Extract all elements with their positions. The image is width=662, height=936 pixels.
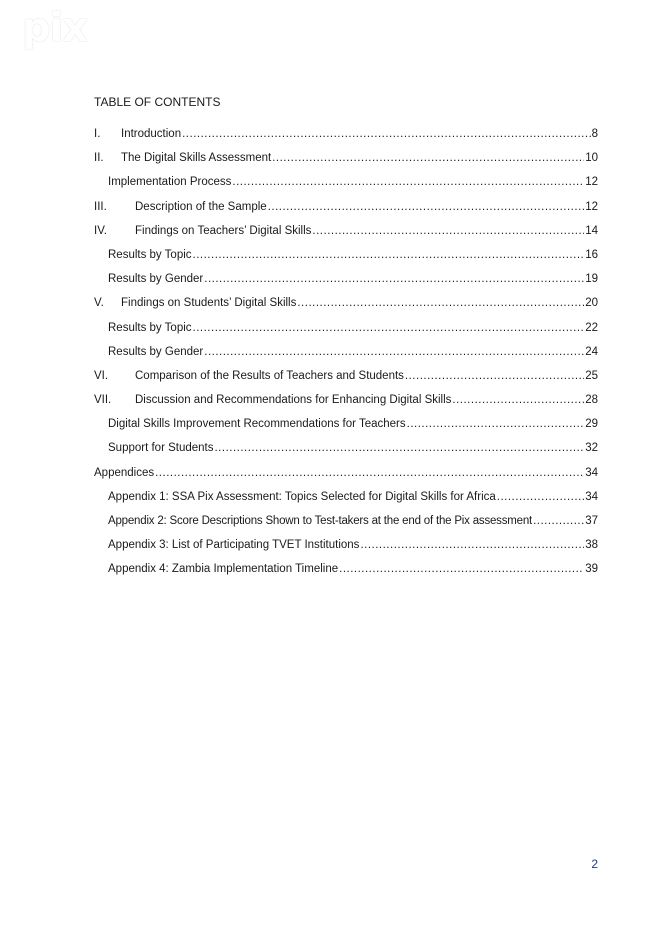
toc-entry-number: V. <box>94 297 104 310</box>
table-of-contents <box>94 94 598 586</box>
toc-entry-page: 22 <box>585 321 598 334</box>
toc-entry-support-for-students[interactable] <box>94 440 598 464</box>
toc-entry-label: Support for Students <box>108 442 214 455</box>
toc-entry-label: Results by Gender <box>108 273 204 286</box>
toc-entry-number: VII. <box>94 394 112 407</box>
toc-entry-label: Results by Topic <box>108 248 192 261</box>
toc-leader-dots <box>204 344 584 360</box>
toc-entry-label: Appendix 2: Score Descriptions Shown to Test-takers at the end of the Pix assessment <box>108 515 533 527</box>
toc-entry-page: 8 <box>591 128 598 140</box>
toc-entry-label: Results by Topic <box>108 321 192 334</box>
toc-entry-label: Findings on Students’ Digital Skills <box>121 297 297 310</box>
toc-leader-dots <box>272 150 584 166</box>
toc-leader-dots <box>214 440 584 456</box>
toc-leader-dots <box>497 489 584 505</box>
toc-entry-discussion-recommendations[interactable] <box>94 392 598 416</box>
toc-entry-page: 38 <box>585 539 598 552</box>
toc-entry-number: IV. <box>94 224 108 237</box>
toc-entry-students-results-by-gender[interactable] <box>94 344 598 368</box>
toc-entry-page: 12 <box>585 200 598 213</box>
toc-entry-page: 39 <box>585 563 598 576</box>
toc-entry-improvement-recommendations-teachers[interactable] <box>94 416 598 440</box>
toc-leader-dots <box>204 271 584 287</box>
toc-entry-implementation-process[interactable] <box>94 174 598 198</box>
toc-entry-comparison-of-results[interactable] <box>94 368 598 392</box>
toc-entry-label: Comparison of the Results of Teachers and Students <box>135 369 404 382</box>
toc-title: TABLE OF CONTENTS <box>94 95 221 109</box>
toc-entry-label: Description of the Sample <box>135 200 267 213</box>
toc-entry-page: 34 <box>585 466 598 479</box>
toc-leader-dots <box>452 392 584 408</box>
toc-entry-number: VI. <box>94 369 109 382</box>
toc-entry-number: II. <box>94 152 104 165</box>
toc-entry-appendix-4[interactable] <box>94 561 598 585</box>
toc-entry-number: III. <box>94 200 107 213</box>
toc-entry-label: Appendices <box>94 466 155 479</box>
toc-entry-label: Introduction <box>121 128 182 140</box>
toc-entry-page: 34 <box>585 490 598 503</box>
toc-leader-dots <box>182 126 590 142</box>
toc-entry-introduction[interactable] <box>94 126 598 150</box>
toc-entry-label: Digital Skills Improvement Recommendations for Teachers <box>108 418 406 431</box>
toc-entry-teachers-results-by-gender[interactable] <box>94 271 598 295</box>
toc-entry-appendix-2[interactable] <box>94 513 598 537</box>
toc-entry-appendix-1[interactable] <box>94 489 598 513</box>
toc-leader-dots <box>405 368 584 384</box>
toc-entry-teachers-digital-skills[interactable] <box>94 223 598 247</box>
toc-leader-dots <box>268 199 585 215</box>
toc-leader-dots <box>407 416 585 432</box>
toc-entry-students-results-by-topic[interactable] <box>94 320 598 344</box>
toc-entry-page: 12 <box>585 176 598 189</box>
toc-leader-dots <box>339 561 584 577</box>
toc-leader-dots <box>312 223 584 239</box>
toc-entry-label: The Digital Skills Assessment <box>121 152 272 165</box>
toc-entry-appendix-3[interactable] <box>94 537 598 561</box>
toc-leader-dots <box>360 537 584 553</box>
toc-entry-teachers-results-by-topic[interactable] <box>94 247 598 271</box>
toc-entry-label: Appendix 1: SSA Pix Assessment: Topics Selected for Digital Skills for Africa <box>108 490 496 503</box>
toc-entry-page: 28 <box>585 394 598 407</box>
page-number: 2 <box>591 857 598 871</box>
toc-entry-label: Results by Gender <box>108 345 204 358</box>
toc-entry-description-of-sample[interactable] <box>94 199 598 223</box>
toc-leader-dots <box>232 174 584 190</box>
pix-watermark-logo: pix <box>22 5 88 51</box>
toc-entry-number: I. <box>94 128 101 140</box>
toc-entry-appendices[interactable] <box>94 465 598 489</box>
toc-entry-page: 14 <box>585 224 598 237</box>
toc-leader-dots <box>193 320 585 336</box>
toc-leader-dots <box>193 247 585 263</box>
toc-entry-label: Findings on Teachers’ Digital Skills <box>135 224 312 237</box>
toc-entry-page: 32 <box>585 442 598 455</box>
toc-leader-dots <box>297 295 584 311</box>
toc-entry-label: Implementation Process <box>108 176 232 189</box>
toc-leader-dots <box>533 513 584 529</box>
toc-entry-students-digital-skills[interactable] <box>94 295 598 319</box>
toc-entry-page: 24 <box>585 345 598 358</box>
toc-entry-label: Appendix 4: Zambia Implementation Timeline <box>108 563 339 576</box>
toc-entry-label: Discussion and Recommendations for Enhancing Digital Skills <box>135 394 452 407</box>
toc-entry-page: 25 <box>585 369 598 382</box>
toc-leader-dots <box>155 465 584 481</box>
toc-entry-page: 29 <box>585 418 598 431</box>
toc-entry-page: 19 <box>585 273 598 286</box>
toc-entry-digital-skills-assessment[interactable] <box>94 150 598 174</box>
toc-entry-page: 20 <box>585 297 598 310</box>
toc-entry-page: 16 <box>585 248 598 261</box>
toc-entry-page: 10 <box>585 152 598 165</box>
toc-entry-label: Appendix 3: List of Participating TVET Institutions <box>108 539 360 552</box>
toc-entry-page: 37 <box>585 515 598 527</box>
